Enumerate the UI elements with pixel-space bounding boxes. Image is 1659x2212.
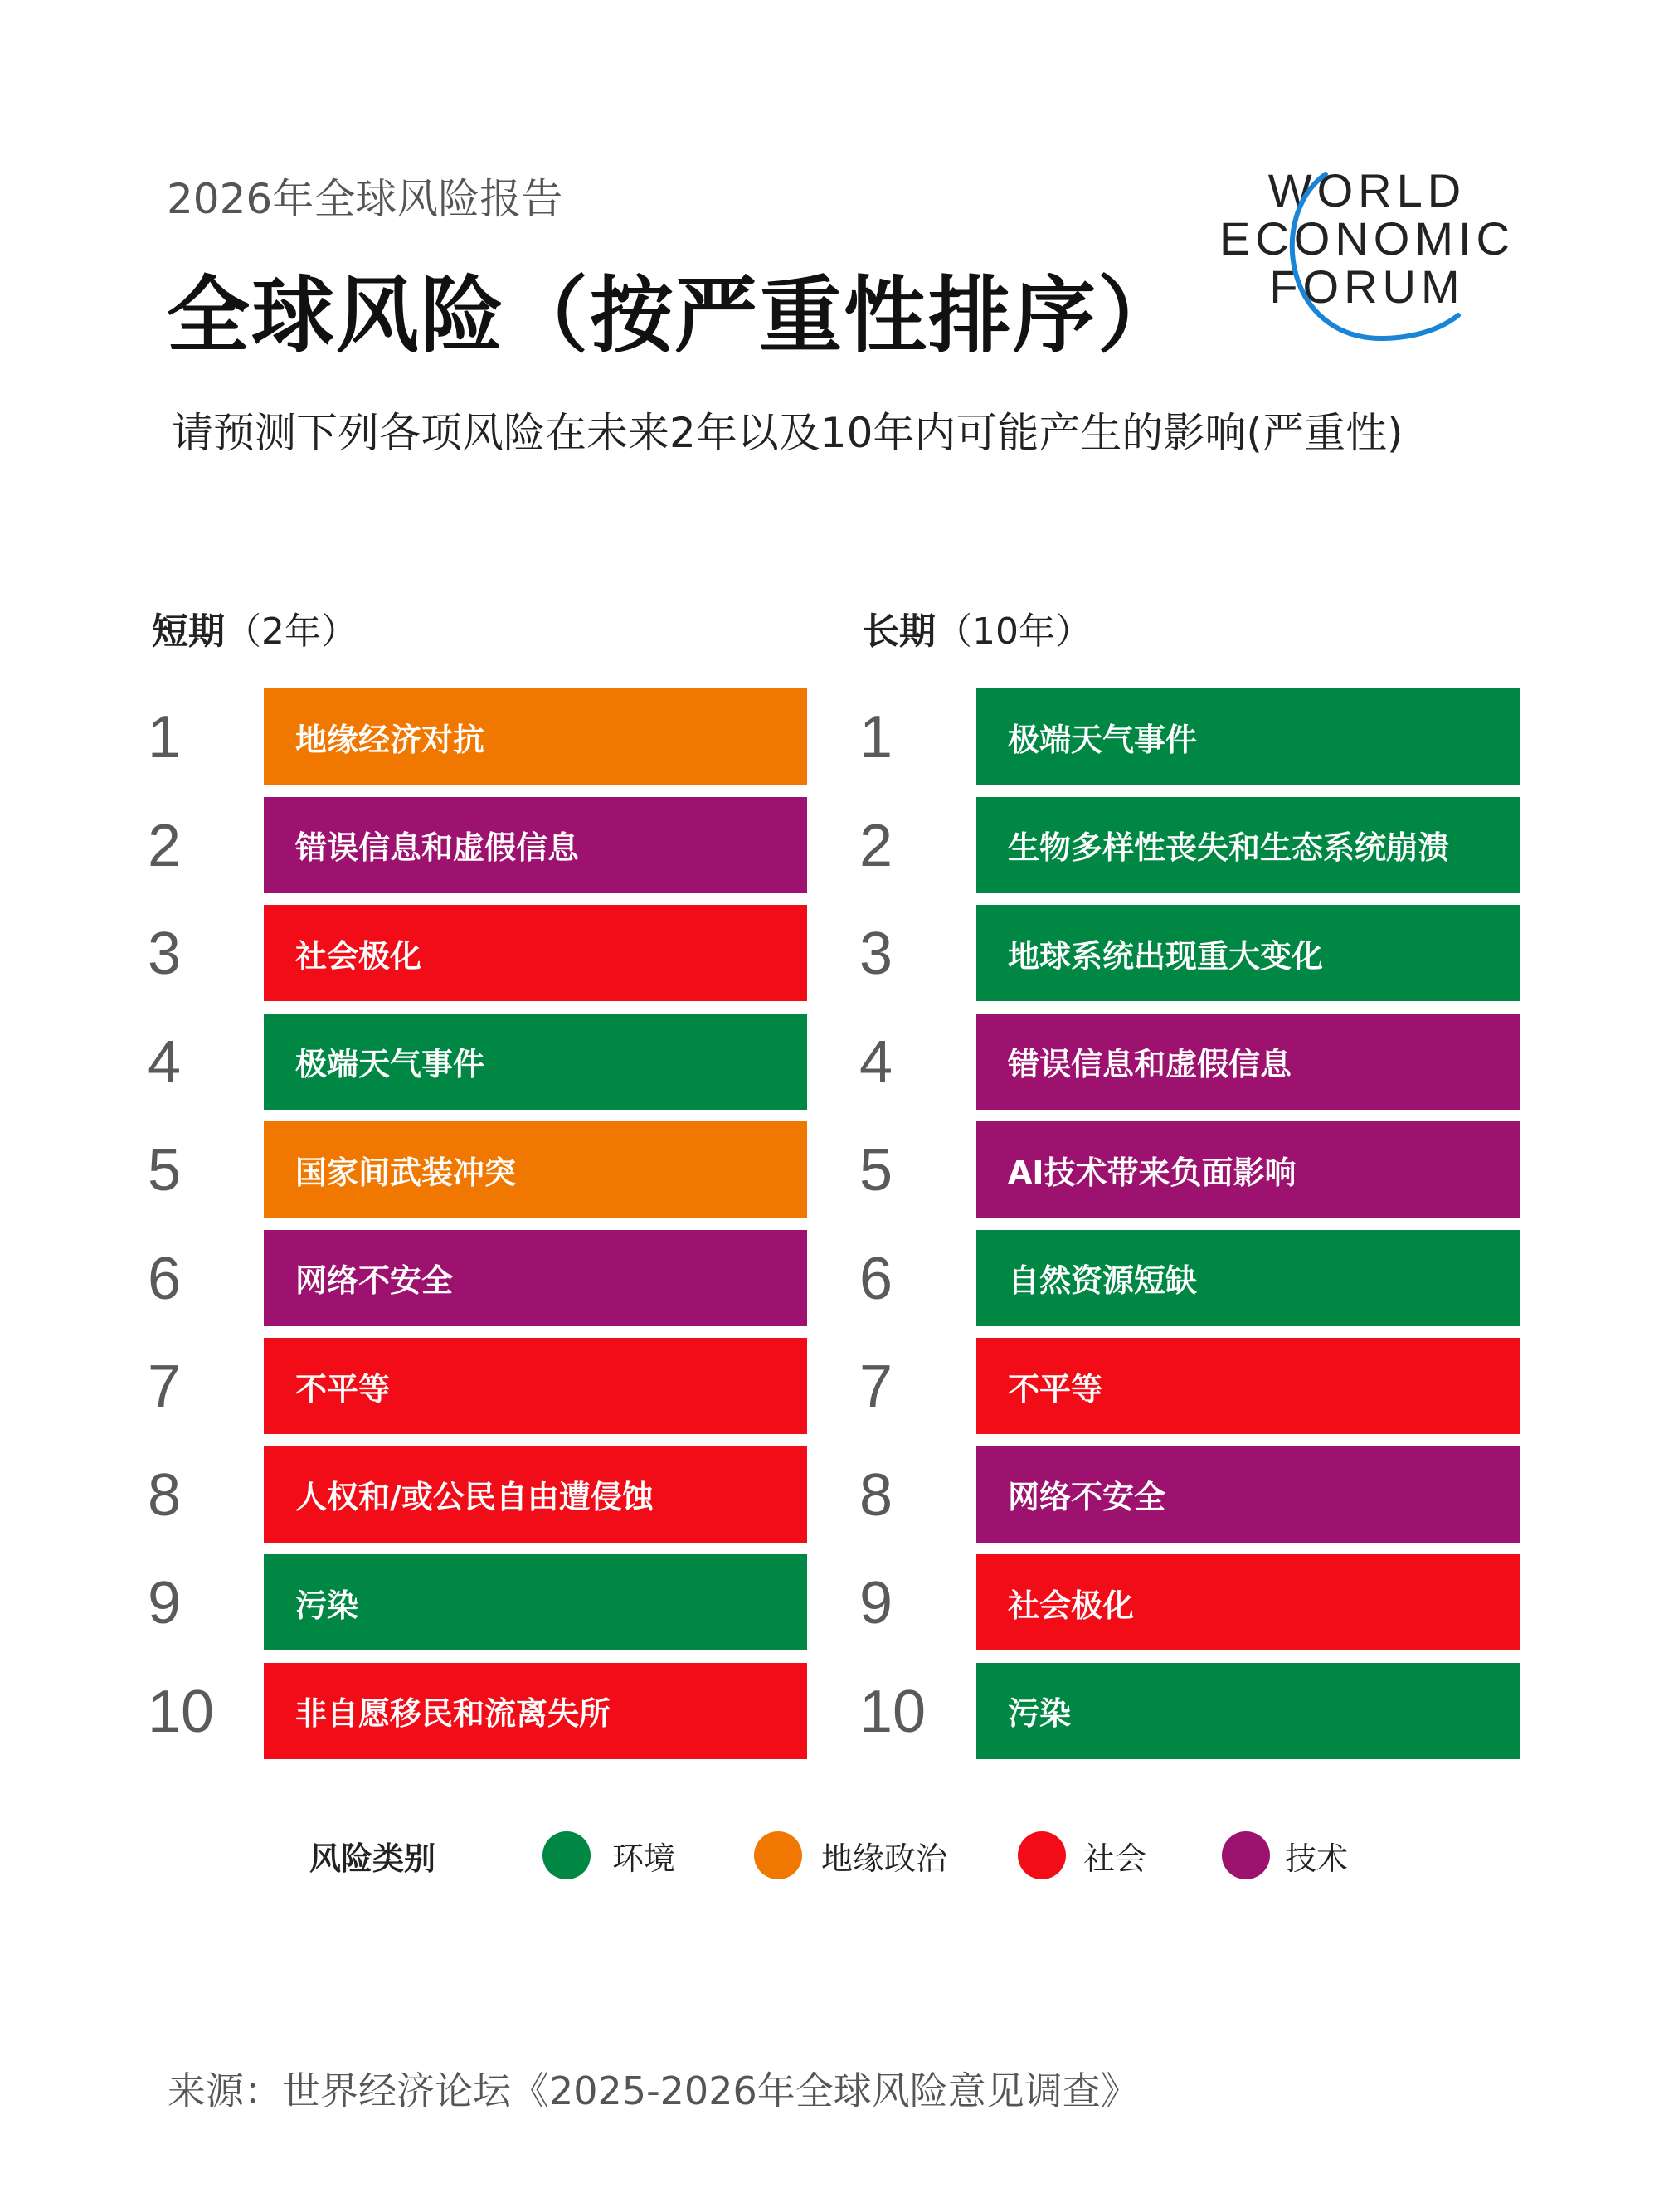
short-term-heading: [152, 601, 358, 654]
short-term-risk-label: 网络不安全: [295, 1262, 454, 1299]
long-term-risk-label: 自然资源短缺: [1008, 1262, 1198, 1299]
short-term-risk-label: 极端天气事件: [295, 1046, 485, 1082]
long-term-risk-bar: [976, 1446, 1520, 1543]
long-term-rank-number: 8: [859, 1461, 893, 1529]
long-term-risk-label: 生物多样性丧失和生态系统崩溃: [1008, 829, 1450, 866]
long-term-risk-bar: [976, 1663, 1520, 1759]
short-term-risk-bar: [264, 1338, 807, 1434]
short-term-risk-bar: [264, 688, 807, 785]
short-term-risk-bar: [264, 1121, 807, 1218]
short-term-heading-bold: 短期: [152, 610, 225, 653]
short-term-rank-number: 10: [148, 1678, 215, 1745]
legend-dot-environment: [542, 1831, 591, 1879]
long-term-risk-bar: [976, 1230, 1520, 1326]
legend-label-environment: 环境: [612, 1840, 676, 1877]
logo-line-3: FORUM: [1269, 260, 1465, 313]
short-term-risk-bar: [264, 1014, 807, 1110]
long-term-rank-number: 2: [859, 812, 893, 879]
short-term-rank-number: 2: [148, 812, 182, 879]
legend-label-geopolitical: 地缘政治: [821, 1840, 948, 1877]
long-term-rank-number: 3: [859, 921, 893, 987]
legend-dot-societal: [1018, 1831, 1066, 1879]
long-term-risk-bar: [976, 905, 1520, 1001]
wef-logo: [1218, 166, 1516, 344]
legend-dot-geopolitical: [754, 1831, 802, 1879]
long-term-risk-label: 不平等: [1008, 1370, 1103, 1407]
long-term-risk-bar: [976, 1554, 1520, 1650]
long-term-heading: [863, 601, 1092, 654]
long-term-risk-label: 错误信息和虚假信息: [1008, 1046, 1292, 1082]
long-term-risk-label: 社会极化: [1008, 1587, 1135, 1624]
long-term-risk-bar: [976, 1338, 1520, 1434]
legend-dot-technological: [1222, 1831, 1270, 1879]
long-term-risk-label: 污染: [1008, 1695, 1072, 1732]
short-term-rank-number: 6: [148, 1245, 182, 1312]
short-term-risk-label: 国家间武装冲突: [295, 1154, 517, 1191]
short-term-rank-number: 5: [148, 1137, 182, 1203]
long-term-rank-number: 1: [859, 704, 893, 771]
short-term-rank-number: 1: [148, 704, 182, 771]
long-term-rank-number: 10: [859, 1678, 927, 1745]
short-term-risk-bar: [264, 1230, 807, 1326]
long-term-risk-bar: [976, 1121, 1520, 1218]
short-term-rank-number: 8: [148, 1461, 182, 1529]
long-term-risk-label: 地球系统出现重大变化: [1008, 937, 1324, 975]
long-term-risk-label: 极端天气事件: [1008, 721, 1198, 758]
page-title: 全球风险（按严重性排序）: [167, 267, 1182, 364]
legend-label-societal: 社会: [1083, 1840, 1147, 1877]
short-term-risk-label: 污染: [295, 1587, 359, 1624]
short-term-rank-number: 7: [148, 1354, 182, 1420]
short-term-risk-bar: [264, 1446, 807, 1543]
short-term-heading-rest: （2年）: [225, 610, 358, 653]
long-term-rank-number: 7: [859, 1354, 893, 1420]
short-term-rank-number: 9: [148, 1570, 182, 1636]
source-note: 来源：世界经济论坛《2025-2026年全球风险意见调查》: [168, 2069, 1139, 2113]
short-term-risk-label: 社会极化: [295, 937, 422, 975]
short-term-rank-number: 4: [148, 1028, 182, 1096]
short-term-risk-bar: [264, 797, 807, 893]
long-term-rank-number: 9: [859, 1570, 893, 1636]
long-term-rank-number: 5: [859, 1137, 893, 1203]
short-term-risk-label: 地缘经济对抗: [295, 721, 485, 758]
long-term-risk-label: AI技术带来负面影响: [1008, 1154, 1297, 1191]
short-term-risk-label: 人权和/或公民自由遭侵蚀: [295, 1479, 654, 1515]
short-term-risk-bar: [264, 905, 807, 1001]
logo-line-1: WORLD: [1267, 164, 1467, 216]
long-term-risk-bar: [976, 1014, 1520, 1110]
page-subtitle: 请预测下列各项风险在未来2年以及10年内可能产生的影响(严重性): [172, 409, 1404, 457]
long-term-rank-number: 6: [859, 1245, 893, 1312]
legend-label: 风险类别: [309, 1840, 436, 1877]
short-term-risk-label: 非自愿移民和流离失所: [295, 1695, 611, 1732]
long-term-rank-number: 4: [859, 1028, 893, 1096]
legend-label-technological: 技术: [1285, 1840, 1349, 1877]
short-term-risk-bar: [264, 1663, 807, 1759]
short-term-rank-number: 3: [148, 921, 182, 987]
logo-arc-icon: [1218, 166, 1516, 344]
long-term-risk-bar: [976, 797, 1520, 893]
long-term-risk-bar: [976, 688, 1520, 785]
legend: [0, 1821, 1659, 1888]
logo-line-2: ECONOMIC: [1219, 212, 1515, 265]
short-term-risk-bar: [264, 1554, 807, 1650]
long-term-heading-bold: 长期: [863, 610, 936, 653]
short-term-risk-label: 错误信息和虚假信息: [295, 829, 580, 866]
long-term-heading-rest: （10年）: [936, 610, 1092, 653]
long-term-risk-label: 网络不安全: [1008, 1479, 1166, 1515]
report-name: 2026年全球风险报告: [167, 175, 563, 223]
short-term-risk-label: 不平等: [295, 1370, 391, 1407]
